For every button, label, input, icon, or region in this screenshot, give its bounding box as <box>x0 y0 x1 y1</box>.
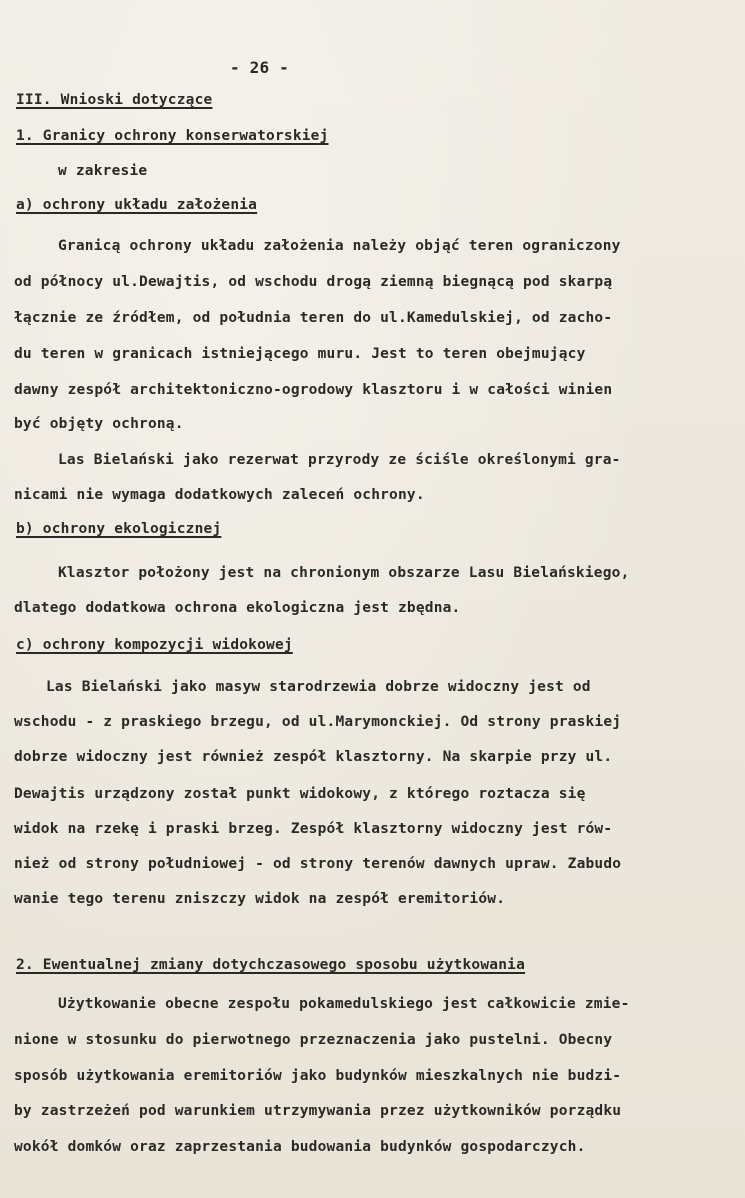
item1-intro: w zakresie <box>58 163 148 179</box>
paragraph-line: dawny zespół architektoniczno-ogrodowy klasztoru i w całości winien <box>14 382 613 398</box>
paragraph-line: nież od strony południowej - od strony terenów dawnych upraw. Zabudo <box>14 856 622 872</box>
paragraph-line: sposób użytkowania eremitoriów jako budynków mieszkalnych nie budzi- <box>14 1068 622 1084</box>
paragraph-line: dlatego dodatkowa ochrona ekologiczna jest zbędna. <box>14 600 461 616</box>
paragraph-line: Granicą ochrony układu założenia należy objąć teren ograniczony <box>58 238 621 254</box>
subsection-c-heading: c) ochrony kompozycji widokowej <box>16 637 293 653</box>
paragraph-line: od północy ul.Dewajtis, od wschodu drogą ziemną biegnącą pod skarpą <box>14 274 613 290</box>
page-number: - 26 - <box>230 58 289 77</box>
item2-heading: 2. Ewentualnej zmiany dotychczasowego sposobu użytkowania <box>16 957 525 973</box>
paragraph-line: widok na rzekę i praski brzeg. Zespół klasztorny widoczny jest rów- <box>14 821 613 837</box>
paragraph-line: łącznie ze źródłem, od południa teren do ul.Kamedulskiej, od zacho- <box>14 310 613 326</box>
paragraph-line: wanie tego terenu zniszczy widok na zespół eremitoriów. <box>14 891 506 907</box>
paragraph-line: wschodu - z praskiego brzegu, od ul.Marymonckiej. Od strony praskiej <box>14 714 622 730</box>
paragraph-line: być objęty ochroną. <box>14 416 184 432</box>
paragraph-line: dobrze widoczny jest również zespół klasztorny. Na skarpie przy ul. <box>14 749 613 765</box>
paragraph-line: Las Bielański jako masyw starodrzewia dobrze widoczny jest od <box>46 679 591 695</box>
paragraph-line: wokół domków oraz zaprzestania budowania budynków gospodarczych. <box>14 1139 586 1155</box>
paragraph-line: nicami nie wymaga dodatkowych zaleceń ochrony. <box>14 487 425 503</box>
paragraph-line: Klasztor położony jest na chronionym obszarze Lasu Bielańskiego, <box>58 565 630 581</box>
paragraph-line: by zastrzeżeń pod warunkiem utrzymywania przez użytkowników porządku <box>14 1103 622 1119</box>
item1-heading: 1. Granicy ochrony konserwatorskiej <box>16 128 329 144</box>
paragraph-line: du teren w granicach istniejącego muru. Jest to teren obejmujący <box>14 346 586 362</box>
paragraph-line: nione w stosunku do pierwotnego przeznaczenia jako pustelni. Obecny <box>14 1032 613 1048</box>
subsection-b-heading: b) ochrony ekologicznej <box>16 521 222 537</box>
section-title: III. Wnioski dotyczące <box>16 92 213 108</box>
subsection-a-heading: a) ochrony układu założenia <box>16 197 258 213</box>
paragraph-line: Las Bielański jako rezerwat przyrody ze ściśle określonymi gra- <box>58 452 621 468</box>
paragraph-line: Użytkowanie obecne zespołu pokamedulskiego jest całkowicie zmie- <box>58 996 630 1012</box>
paragraph-line: Dewajtis urządzony został punkt widokowy, z którego roztacza się <box>14 786 586 802</box>
